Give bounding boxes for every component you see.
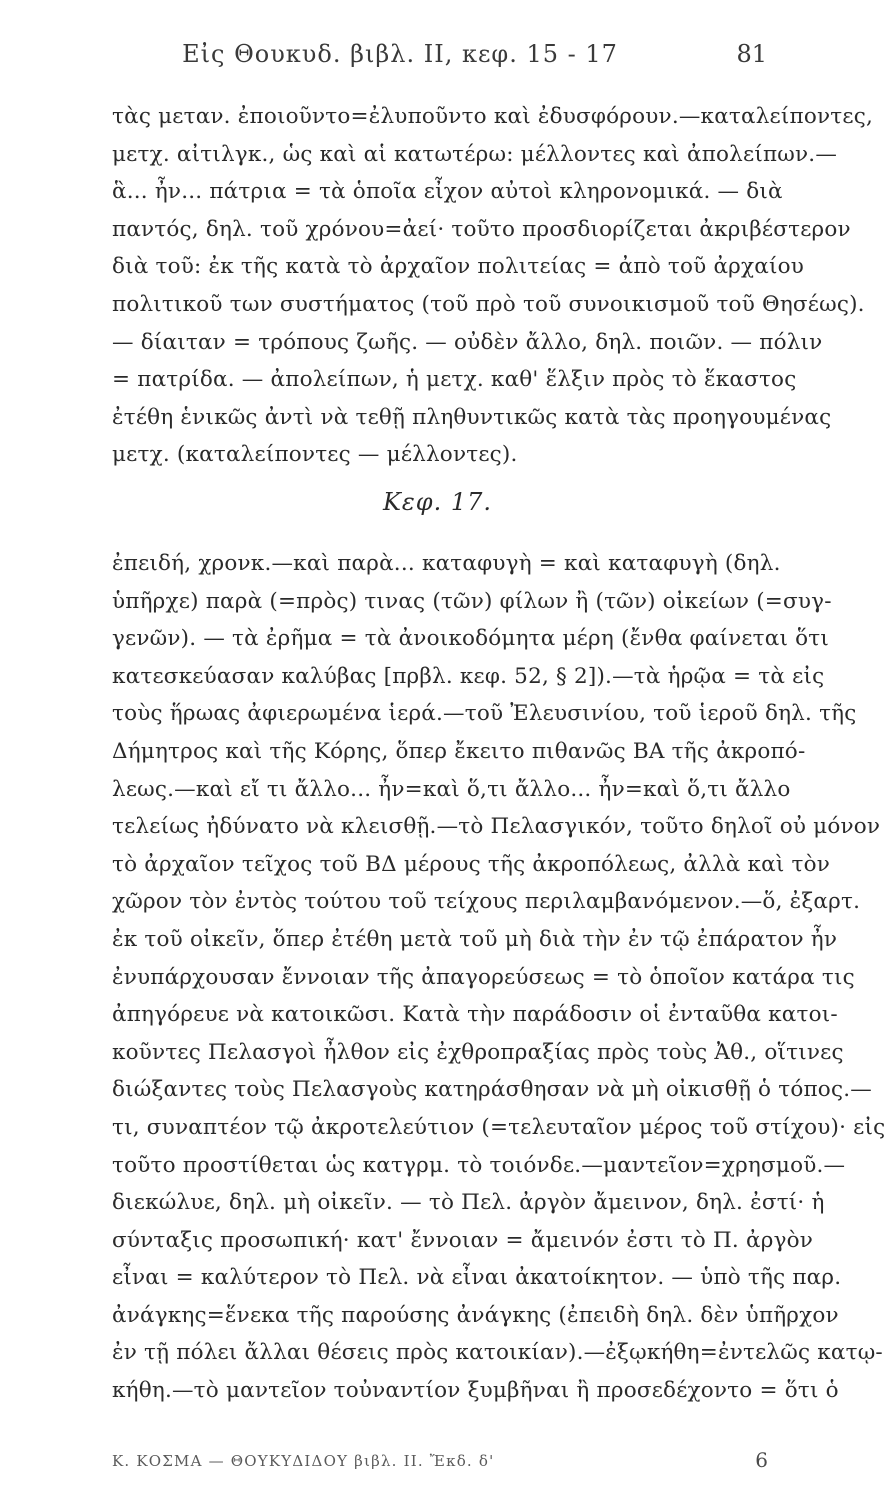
printer-signature: Κ. ΚΟΣΜΑ — ΘΟΥΚΥΔΙΔΟΥ βιβλ. II. Ἔκδ. δ' [112, 1452, 495, 1470]
text-line: πολιτικοῦ των συστήματος (τοῦ πρὸ τοῦ συνοικισμοῦ τοῦ Θησέως). [112, 291, 865, 317]
text-line: εἶναι = καλύτερον τὸ Πελ. νὰ εἶναι ἀκατοίκητον. — ὑπὸ τῆς παρ. [112, 1265, 842, 1291]
text-line: μετχ. αἰτιλγκ., ὡς καὶ αἱ κατωτέρω: μέλλοντες καὶ ἀπολείπων.— [112, 141, 838, 167]
text-line: διώξαντες τοὺς Πελασγοὺς κατηράσθησαν νὰ μὴ οἰκισθῇ ὁ τόπος.— [112, 1077, 872, 1103]
text-line: τὰς μεταν. ἐποιοῦντο=ἐλυποῦντο καὶ ἐδυσφόρουν.—καταλείποντες, [112, 104, 873, 129]
running-title: Εἰς Θουκυδ. βιβλ. II, κεφ. 15 - 17 [182, 40, 618, 68]
text-line: τοῦτο προστίθεται ὡς κατγρμ. τὸ τοιόνδε.—μαντεῖον=χρησμοῦ.— [112, 1152, 846, 1178]
text-line: διὰ τοῦ: ἐκ τῆς κατὰ τὸ ἀρχαῖον πολιτείας = ἀπὸ τοῦ ἀρχαίου [112, 254, 804, 280]
commentary-chapter-16 [112, 98, 873, 474]
text-line: = πατρίδα. — ἀπολείπων, ἡ μετχ. καθ' ἕλξιν πρὸς τὸ ἕκαστος [112, 367, 797, 393]
text-line: τοὺς ἥρωας ἀφιερωμένα ἱερά.—τοῦ Ἐλευσινίου, τοῦ ἱεροῦ δηλ. τῆς [112, 701, 857, 727]
text-line: ἐτέθη ἑνικῶς ἀντὶ νὰ τεθῇ πληθυντικῶς κατὰ τὰς προηγουμένας [112, 404, 832, 430]
text-line: κοῦντες Πελασγοὶ ἦλθον εἰς ἐχθροπραξίας πρὸς τοὺς Ἀθ., οἵτινες [112, 1039, 844, 1065]
text-line: λεως.—καὶ εἴ τι ἄλλο... ἦν=καὶ ὅ,τι ἄλλο... ἦν=καὶ ὅ,τι ἄλλο [112, 776, 791, 802]
running-head [0, 40, 875, 80]
text-line: ἐκ τοῦ οἰκεῖν, ὅπερ ἐτέθη μετὰ τοῦ μὴ διὰ τὴν ἐν τῷ ἐπάρατον ἦν [112, 926, 838, 952]
text-line: τελείως ἠδύνατο νὰ κλεισθῇ.—τὸ Πελασγικόν, τοῦτο δηλοῖ οὐ μόνον [112, 814, 881, 840]
text-line: γενῶν). — τὰ ἐρῆμα = τὰ ἀνοικοδόμητα μέρη (ἔνθα φαίνεται ὅτι [112, 626, 830, 652]
text-line: σύνταξις προσωπική· κατ' ἔννοιαν = ἄμεινόν ἐστι τὸ Π. ἀργὸν [112, 1227, 814, 1253]
text-line: παντός, δηλ. τοῦ χρόνου=ἀεί· τοῦτο προσδιορίζεται ἀκριβέστερον [112, 216, 851, 242]
text-line: ὑπῆρχε) παρὰ (=πρὸς) τινας (τῶν) φίλων ἢ (τῶν) οἰκείων (=συγ- [112, 588, 832, 614]
text-line: ἐπειδή, χρονκ.—καὶ παρὰ... καταφυγὴ = καὶ καταφυγὴ (δηλ. [112, 551, 781, 576]
text-line: ἐν τῇ πόλει ἄλλαι θέσεις πρὸς κατοικίαν).—ἐξῳκήθη=ἐντελῶς κατῳ- [112, 1340, 883, 1366]
text-line: τι, συναπτέον τῷ ἀκροτελεύτιον (=τελευταῖον μέρος τοῦ στίχου)· εἰς [112, 1114, 885, 1140]
sheet-number: 6 [755, 1448, 768, 1472]
text-line: μετχ. (καταλείποντες — μέλλοντες). [112, 442, 518, 468]
text-line: κήθη.—τὸ μαντεῖον τοὐναντίον ξυμβῆναι ἢ προσεδέχοντο = ὅτι ὁ [112, 1378, 839, 1404]
text-line: τὸ ἀρχαῖον τεῖχος τοῦ ΒΔ μέρους τῆς ἀκροπόλεως, ἀλλὰ καὶ τὸν [112, 851, 831, 877]
text-line: ἀπηγόρευε νὰ κατοικῶσι. Κατὰ τὴν παράδοσιν οἱ ἐνταῦθα κατοι- [112, 1002, 838, 1028]
text-line: Δήμητρος καὶ τῆς Κόρης, ὅπερ ἔκειτο πιθανῶς ΒΑ τῆς ἀκροπό- [112, 738, 806, 764]
text-line: χῶρον τὸν ἐντὸς τούτου τοῦ τείχους περιλαμβανόμενον.—ὅ, ἐξαρτ. [112, 889, 861, 915]
text-line: — δίαιταν = τρόπους ζωῆς. — οὐδὲν ἄλλο, δηλ. ποιῶν. — πόλιν [112, 329, 823, 355]
page-footer [112, 1448, 768, 1482]
page-number: 81 [736, 40, 767, 68]
text-line: ἀνάγκης=ἕνεκα τῆς παρούσης ἀνάγκης (ἐπειδὴ δηλ. δὲν ὑπῆρχον [112, 1302, 839, 1328]
chapter-heading: Κεφ. 17. [382, 488, 493, 516]
text-line: διεκώλυε, δηλ. μὴ οἰκεῖν. — τὸ Πελ. ἀργὸν ἄμεινον, δηλ. ἐστί· ἡ [112, 1190, 825, 1216]
text-line: κατεσκεύασαν καλύβας [πρβλ. κεφ. 52, § 2]).—τὰ ἡρῷα = τὰ εἰς [112, 663, 825, 689]
commentary-chapter-17 [112, 545, 885, 1410]
text-line: ἐνυπάρχουσαν ἔννοιαν τῆς ἀπαγορεύσεως = τὸ ὁποῖον κατάρα τις [112, 964, 855, 990]
text-line: ἃ... ἦν... πάτρια = τὰ ὁποῖα εἶχον αὐτοὶ κληρονομικά. — διὰ [112, 179, 783, 205]
